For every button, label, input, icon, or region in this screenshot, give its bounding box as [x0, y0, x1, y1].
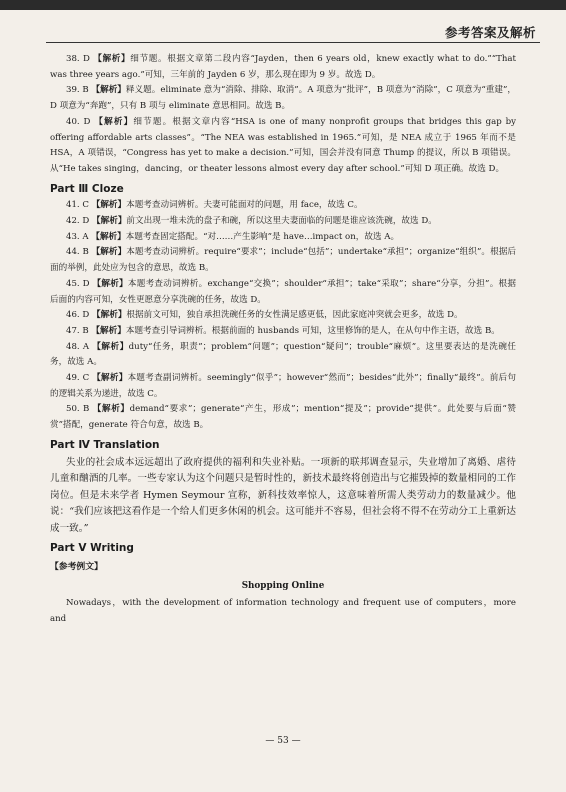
answer-item: [50, 402, 516, 433]
section-title-writing: Part Ⅴ Writing: [50, 542, 134, 555]
page-number: — 53 —: [265, 736, 301, 746]
answer-number: 47. B: [66, 325, 89, 336]
analysis-tag: 【解析】: [92, 404, 130, 415]
analysis-tag: 【解析】: [92, 310, 127, 321]
answer-item: [50, 52, 516, 83]
answer-item: [50, 340, 516, 371]
sample-essay-label: 【参考例文】: [50, 561, 103, 572]
analysis-text: 本题考查动词辨析。夫妻可能面对的问题，用 face，故选 C。: [126, 200, 363, 211]
analysis-tag: 【解析】: [91, 247, 127, 258]
answer-number: 43. A: [66, 231, 89, 242]
analysis-tag: 【解析】: [91, 231, 126, 242]
answer-item: [50, 214, 516, 230]
analysis-tag: 【解析】: [91, 85, 126, 96]
answer-item: [50, 83, 516, 114]
answer-number: 40. D: [66, 116, 91, 127]
answer-number: 38. D: [66, 54, 90, 64]
answer-number: 41. C: [66, 200, 89, 211]
answer-content: [50, 52, 516, 628]
analysis-text: 本题考查动词辨析。exchange“交换”；shoulder“承担”；take“采取”；share“分享，分担”。根据后面的内容可知，女性更愿意分享洗碗的任务，故选 D。: [50, 278, 516, 305]
reading-answers: [50, 52, 516, 178]
answer-item: [50, 324, 516, 340]
answer-item: [50, 371, 516, 402]
answer-item: [50, 230, 516, 246]
essay-title: Shopping Online: [241, 581, 325, 592]
answer-number: 50. B: [66, 404, 90, 415]
answer-item: [50, 245, 516, 276]
top-binding-strip: [0, 0, 566, 10]
analysis-text: 释义题。eliminate 意为“消除、排除、取消”。A 项意为“批评”，B 项意为“消除”，C 项意为“重建”，D 项意为“奔跑”，只有 B 项与 eliminate 意思相同。故选 B。: [50, 85, 516, 112]
answer-number: 46. D: [66, 310, 90, 321]
answer-number: 42. D: [66, 216, 90, 227]
section-title-translation: Part Ⅳ Translation: [50, 438, 160, 451]
section-title-cloze: Part Ⅲ Cloze: [50, 182, 124, 195]
analysis-tag: 【解析】: [91, 325, 126, 336]
essay-first-line: Nowadays，with the development of information technology and frequent use of computers，more and: [50, 598, 516, 624]
analysis-text: 本题考查引导词辨析。根据前面的 husbands 可知，这里修饰的是人，在从句中作主语，故选 B。: [125, 325, 500, 336]
analysis-text: 根据前文可知，独自承担洗碗任务的女性满足感更低，因此家庭冲突就会更多，故选 D。: [126, 310, 463, 321]
analysis-tag: 【解析】: [94, 116, 134, 127]
analysis-text: 细节题。根据文章内容“HSA is one of many nonprofit groups that bridges this gap by offering affordable arts classes”。“The NEA was established in 1965.”可知，是 NEA 成立于 1965 年而不是 HSA，A 项错误，“Congress has yet to make a decision.”可知，国会并没有同意 Thump 的提议，所以 B 项错误。从“He takes singing，dancing，or theater lessons almost every day after school.”可知 D 项正确。故选 D。: [50, 116, 516, 174]
header-title: 参考答案及解析: [444, 25, 536, 40]
analysis-tag: 【解析】: [92, 216, 127, 227]
analysis-tag: 【解析】: [92, 278, 128, 289]
analysis-tag: 【解析】: [92, 373, 128, 384]
analysis-text: duty“任务，职责”；problem“问题”；question“疑问”；trouble“麻烦”。这里要表达的是洗碗任务，故选 A。: [50, 341, 516, 368]
analysis-text: 本题考查动词辨析。require“要求”；include“包括”；undertake“承担”；organize“组织”。根据后面的举例，此处应为包含的意思，故选 B。: [50, 247, 516, 274]
analysis-tag: 【解析】: [93, 54, 131, 64]
header-rule: [46, 42, 540, 43]
answer-number: 45. D: [66, 278, 90, 289]
answer-number: 39. B: [66, 85, 89, 96]
analysis-text: 细节题。根据文章第二段内容“Jayden，then 6 years old，knew exactly what to do.”“That was three years ago.”可知，三年前的 Jayden 6 岁，那么现在即为 9 岁。故选 D。: [50, 54, 516, 80]
analysis-text: 前文出现一堆未洗的盘子和碗，所以这里夫妻面临的问题是谁应该洗碗，故选 D。: [126, 216, 437, 227]
analysis-tag: 【解析】: [91, 200, 127, 211]
analysis-text: demand“要求”；generate“产生，形成”；mention“提及”；provide“提供”。此处要与后面“赞赏”搭配，generate 符合句意，故选 B。: [50, 404, 516, 431]
answer-number: 48. A: [66, 341, 90, 352]
answer-item: [50, 198, 516, 214]
answer-item: [50, 308, 516, 324]
answer-number: 49. C: [66, 373, 90, 384]
answer-item: [50, 115, 516, 178]
translation-text: 失业的社会成本远远超出了政府提供的福利和失业补贴。一项新的联邦调查显示，失业增加了离婚、虐待儿童和酗酒的几率。一些专家认为这个问题只是暂时性的，新技术最终将创造出与它摧毁掉的数量相同的工作岗位。但是未来学者 Hymen Seymour 宣称，新科技效率惊人，这意味着所需人类劳动力的数量减少。他说：“我们应该把这看作是一个给人们更多休闲的机会。这可能并不容易，但社会将不得不在劳动分工上重新达成一致。”: [50, 456, 516, 534]
answer-item: [50, 277, 516, 308]
analysis-tag: 【解析】: [92, 341, 129, 352]
answer-number: 44. B: [66, 247, 89, 258]
cloze-answers: [50, 198, 516, 434]
analysis-text: 本题考查固定搭配。“对……产生影响”是 have…impact on，故选 A。: [125, 231, 400, 242]
analysis-text: 本题考查副词辨析。seemingly“似乎”；however“然而”；besides“此外”；finally“最终”。前后句的逻辑关系为递进，故选 C。: [50, 373, 516, 399]
